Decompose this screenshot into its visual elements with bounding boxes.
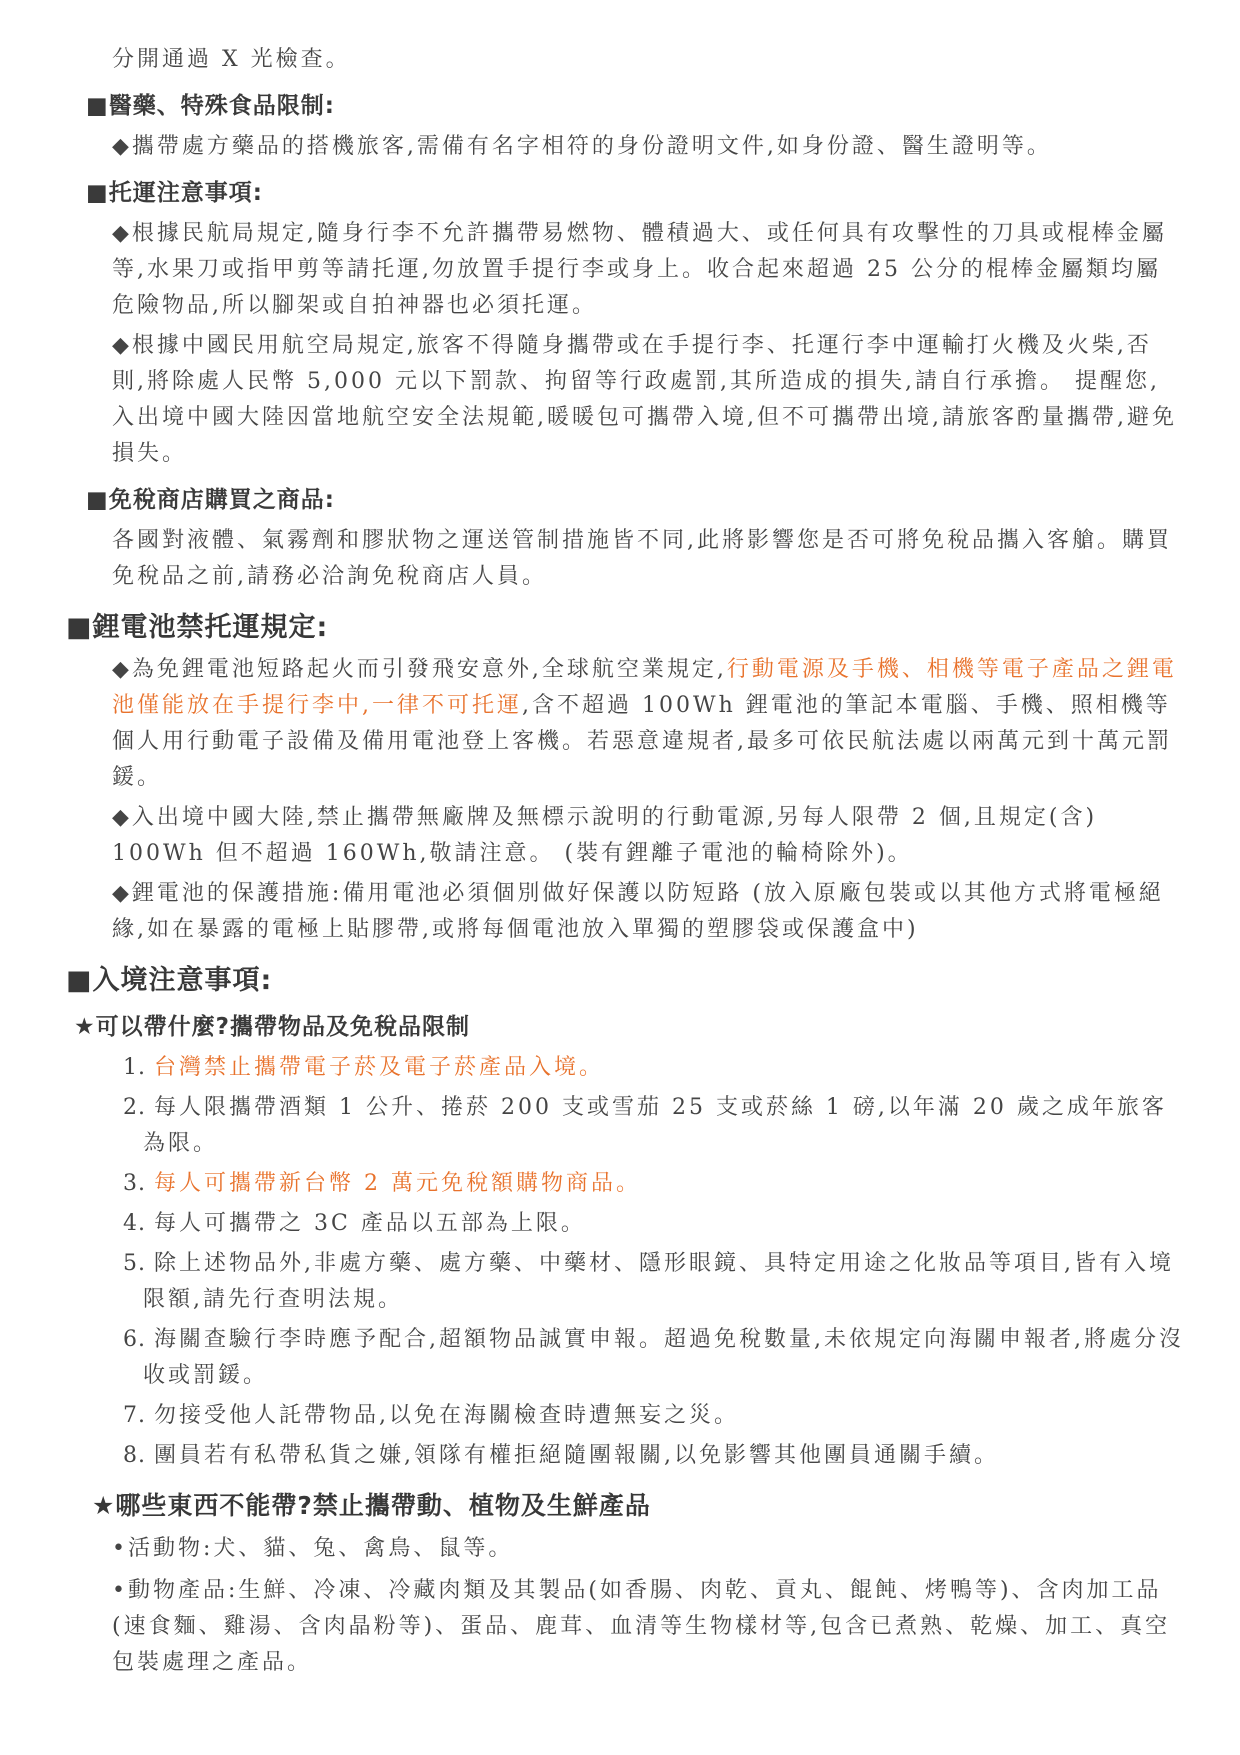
item-number: 6. bbox=[123, 1327, 146, 1352]
paragraph bbox=[112, 800, 1184, 872]
item-number: 4. bbox=[123, 1211, 146, 1236]
text-run: ◆根據民航局規定,隨身行李不允許攜帶易燃物、體積過大、或任何具有攻擊性的刀具或棍棒金屬等,水果刀或指甲剪等請托運,勿放置手提行李或身上。收合起來超過 25 公分的棍棒金屬類均屬危險物品,所以腳架或自拍神器也必須托運。 bbox=[112, 221, 1167, 318]
section-heading bbox=[86, 90, 1185, 123]
text-run: ★可以帶什麼?攜帶物品及免稅品限制 bbox=[74, 1014, 470, 1040]
text-run: ◆入出境中國大陸,禁止攜帶無廠牌及無標示說明的行動電源,另每人限帶 2 個,且規定(含) 100Wh 但不超過 160Wh,敬請注意。 (裝有鋰離子電池的輪椅除外)。 bbox=[112, 805, 1098, 866]
text-run: 每人限攜帶酒類 1 公升、捲菸 200 支或雪茄 25 支或菸絲 1 磅,以年滿 20 歲之成年旅客為限。 bbox=[143, 1095, 1167, 1156]
numbered-item bbox=[123, 1322, 1185, 1394]
text-run: 分開通過 X 光檢查。 bbox=[112, 47, 351, 72]
paragraph bbox=[112, 523, 1184, 595]
item-number: 8. bbox=[123, 1443, 146, 1468]
item-number: 5. bbox=[123, 1251, 146, 1276]
numbered-item bbox=[123, 1206, 1185, 1242]
item-number: 2. bbox=[123, 1095, 146, 1120]
item-number: 3. bbox=[123, 1171, 146, 1196]
text-run: ◆為免鋰電池短路起火而引發飛安意外,全球航空業規定, bbox=[112, 657, 727, 682]
numbered-item bbox=[123, 1090, 1185, 1162]
text-run: ◆鋰電池的保護措施:備用電池必須個別做好保護以防短路 (放入原廠包裝或以其他方式將電極絕緣,如在暴露的電極上貼膠帶,或將每個電池放入單獨的塑膠袋或保護盒中) bbox=[112, 881, 1164, 942]
numbered-item bbox=[123, 1438, 1185, 1474]
document-content bbox=[0, 42, 1240, 1681]
text-run: •動物產品:生鮮、冷凍、冷藏肉類及其製品(如香腸、肉乾、貢丸、餛飩、烤鴨等)、含肉加工品(速食麵、雞湯、含肉晶粉等)、蛋品、鹿茸、血清等生物樣材等,包含已煮熟、乾燥、加工、真空包裝處理之產品。 bbox=[112, 1578, 1171, 1675]
text-run: ■入境注意事項: bbox=[66, 965, 273, 996]
numbered-item bbox=[123, 1398, 1185, 1434]
text-run: ,含不超過 100Wh 鋰電池的筆記本電腦、手機、照相機等個人用行動電子設備及備用電池登上客機。若惡意違規者,最多可依民航法處以兩萬元到十萬元罰鍰。 bbox=[112, 693, 1172, 790]
text-run: 各國對液體、氣霧劑和膠狀物之運送管制措施皆不同,此將影響您是否可將免稅品攜入客艙。購買免稅品之前,請務必洽詢免稅商店人員。 bbox=[112, 528, 1172, 589]
paragraph bbox=[112, 328, 1184, 472]
section-heading bbox=[86, 177, 1185, 210]
text-run: ■鋰電池禁托運規定: bbox=[66, 612, 329, 643]
text-run: ◆根據中國民用航空局規定,旅客不得隨身攜帶或在手提行李、托運行李中運輸打火機及火柴,否則,將除處人民幣 5,000 元以下罰款、拘留等行政處罰,其所造成的損失,請自行承擔。 提醒您,入出境中國大陸因當地航空安全法規範,暖暖包可攜帶入境,但不可攜帶出境,請旅客酌量攜帶,避免損失。 bbox=[112, 333, 1177, 466]
text-run: ★哪些東西不能帶?禁止攜帶動、植物及生鮮產品 bbox=[92, 1491, 651, 1520]
paragraph bbox=[112, 42, 1184, 78]
item-number: 7. bbox=[123, 1403, 146, 1428]
major-section-heading bbox=[66, 962, 1185, 999]
text-run: 海關查驗行李時應予配合,超額物品誠實申報。超過免稅數量,未依規定向海關申報者,將處分沒收或罰鍰。 bbox=[143, 1327, 1184, 1388]
text-run: 每人可攜帶之 3C 產品以五部為上限。 bbox=[154, 1211, 586, 1236]
text-run: 除上述物品外,非處方藥、處方藥、中藥材、隱形眼鏡、具特定用途之化妝品等項目,皆有入境限額,請先行查明法規。 bbox=[143, 1251, 1174, 1312]
text-run: 團員若有私帶私貨之嫌,領隊有權拒絕隨團報關,以免影響其他團員通關手續。 bbox=[154, 1443, 999, 1468]
numbered-item bbox=[123, 1166, 1185, 1202]
highlighted-text: 每人可攜帶新台幣 2 萬元免稅額購物商品。 bbox=[154, 1171, 641, 1196]
text-run: 勿接受他人託帶物品,以免在海關檢查時遭無妄之災。 bbox=[154, 1403, 739, 1428]
numbered-item bbox=[123, 1050, 1185, 1086]
paragraph bbox=[112, 129, 1184, 165]
text-run: ■托運注意事項: bbox=[86, 180, 263, 206]
numbered-item bbox=[123, 1246, 1185, 1318]
paragraph bbox=[112, 216, 1184, 324]
bullet-item bbox=[112, 1531, 1184, 1567]
item-number: 1. bbox=[123, 1055, 146, 1080]
paragraph bbox=[112, 876, 1184, 948]
text-run: •活動物:犬、貓、兔、禽鳥、鼠等。 bbox=[112, 1536, 514, 1561]
highlighted-text: 台灣禁止攜帶電子菸及電子菸產品入境。 bbox=[154, 1055, 605, 1080]
major-section-heading bbox=[66, 609, 1185, 646]
highlighted-text: 行動電源及手機、相機等電子產品之鋰電池僅能放在手提行李中,一律不可托運 bbox=[112, 657, 1177, 718]
star-subheading bbox=[74, 1011, 1185, 1044]
text-run: ■免稅商店購買之商品: bbox=[86, 487, 335, 513]
bullet-item bbox=[112, 1573, 1184, 1681]
section-heading bbox=[86, 484, 1185, 517]
star-subheading bbox=[92, 1488, 1185, 1523]
text-run: ■醫藥、特殊食品限制: bbox=[86, 93, 335, 119]
paragraph bbox=[112, 652, 1184, 796]
text-run: ◆攜帶處方藥品的搭機旅客,需備有名字相符的身份證明文件,如身份證、醫生證明等。 bbox=[112, 134, 1052, 159]
